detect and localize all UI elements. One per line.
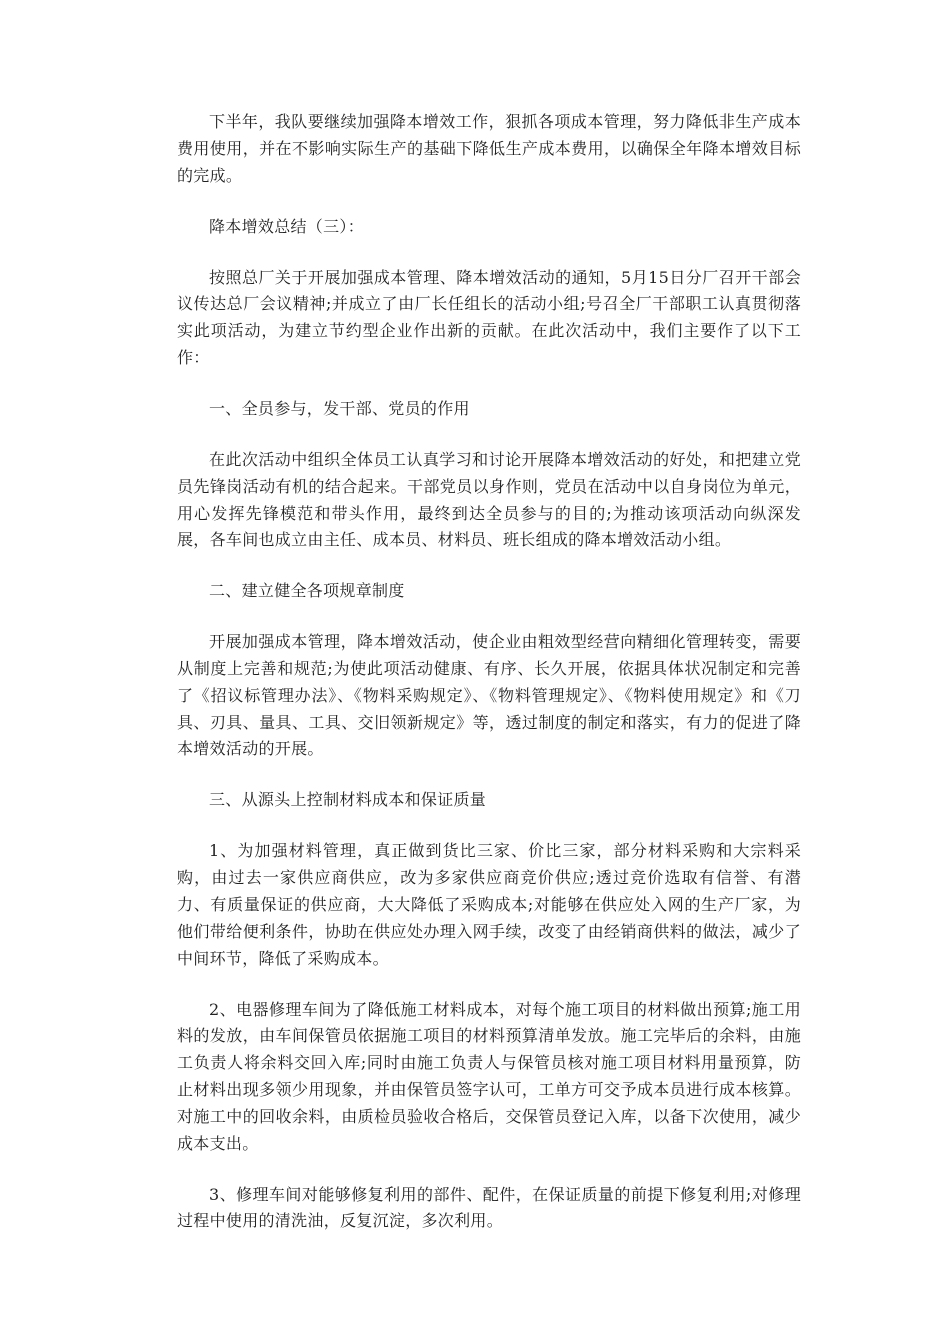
- heading-3: 三、从源头上控制材料成本和保证质量: [209, 790, 487, 810]
- paragraph-closing-plan: 下半年，我队要继续加强降本增效工作，狠抓各项成本管理，努力降低非生产成本费用使用，并在不影响实际生产的基础下降低生产成本费用，以确保全年降本增效目标的完成。: [177, 112, 801, 185]
- section-title: 降本增效总结（三）：: [209, 216, 365, 236]
- paragraph-item-2: 2、电器修理车间为了降低施工材料成本，对每个施工项目的材料做出预算;施工用料的发放，由车间保管员依据施工项目的材料预算清单发放。施工完毕后的余料，由施工负责人将余料交回入库;同时由施工负责人与保管员核对施工项目材料用量预算，防止材料出现多领少用现象，并由保管员签字认可，工单方可交予成本员进行成本核算。对施工中的回收余料，由质检员验收合格后，交保管员登记入库，以备下次使用，减少成本支出。: [177, 999, 801, 1153]
- paragraph-heading-1-body: 在此次活动中组织全体员工认真学习和讨论开展降本增效活动的好处，和把建立党员先锋岗活动有机的结合起来。干部党员以身作则，党员在活动中以自身岗位为单元，用心发挥先锋模范和带头作用，最终到达全员参与的目的;为推动该项活动向纵深发展，各车间也成立由主任、成本员、材料员、班长组成的降本增效活动小组。: [177, 449, 801, 550]
- paragraph-item-3: 3、修理车间对能够修复利用的部件、配件，在保证质量的前提下修复利用;对修理过程中使用的清洗油，反复沉淀，多次利用。: [177, 1184, 801, 1231]
- heading-1: 一、全员参与，发干部、党员的作用: [209, 398, 470, 418]
- paragraph-intro: 按照总厂关于开展加强成本管理、降本增效活动的通知，5月15日分厂召开干部会议传达总厂会议精神;并成立了由厂长任组长的活动小组;号召全厂干部职工认真贯彻落实此项活动，为建立节约型企业作出新的贡献。在此次活动中，我们主要作了以下工作：: [177, 267, 801, 367]
- document-body: [177, 109, 801, 1259]
- heading-2: 二、建立健全各项规章制度: [209, 581, 405, 601]
- paragraph-item-1: 1、为加强材料管理，真正做到货比三家、价比三家，部分材料采购和大宗料采购，由过去一家供应商供应，改为多家供应商竞价供应;透过竞价选取有信誉、有潜力、有质量保证的供应商，大大降低了采购成本;对能够在供应处入网的生产厂家，为他们带给便利条件，协助在供应处办理入网手续，改变了由经销商供料的做法，减少了中间环节，降低了采购成本。: [177, 841, 801, 968]
- paragraph-heading-2-body: 开展加强成本管理，降本增效活动，使企业由粗效型经营向精细化管理转变，需要从制度上完善和规范;为使此项活动健康、有序、长久开展，依据具体状况制定和完善了《招议标管理办法》、《物料采购规定》、《物料管理规定》、《物料使用规定》和《刀具、刃具、量具、工具、交旧领新规定》等，透过制度的制定和落实，有力的促进了降本增效活动的开展。: [177, 632, 801, 759]
